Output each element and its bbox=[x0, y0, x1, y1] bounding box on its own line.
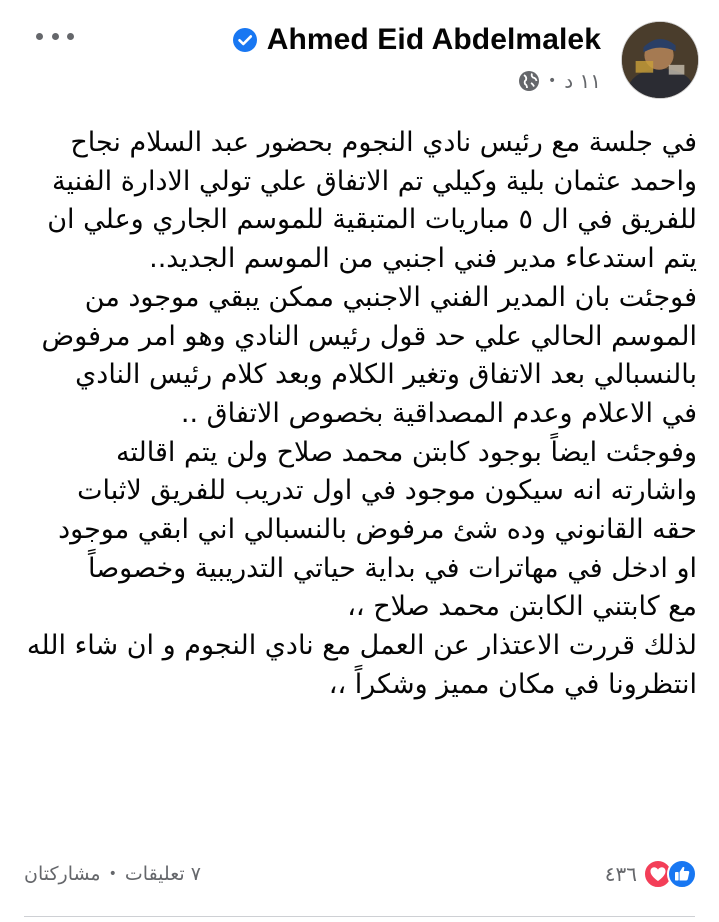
comments-count[interactable]: ٧ تعليقات bbox=[124, 863, 201, 885]
more-options-icon[interactable] bbox=[36, 24, 74, 48]
post-footer bbox=[0, 850, 719, 900]
post-text-line: او ادخل في مهاترات في بداية حياتي التدريبية وخصوصاً bbox=[87, 552, 697, 584]
like-reaction-icon bbox=[667, 859, 697, 889]
post-text-line: واحمد عثمان بلية وكيلي تم الاتفاق علي تولي الادارة الفنية bbox=[52, 165, 697, 197]
post-text-line: وفوجئت ايضاً بوجود كابتن محمد صلاح ولن يتم اقالته bbox=[115, 436, 697, 468]
avatar-photo-icon bbox=[622, 22, 698, 98]
meta-separator: • bbox=[547, 73, 557, 89]
post-text-line: واشارته انه سيكون موجود في اول تدريب للفريق لاثبات bbox=[77, 475, 697, 507]
post-stats bbox=[24, 858, 201, 890]
reaction-icons bbox=[643, 859, 697, 889]
post-timestamp[interactable]: ١١ د bbox=[564, 69, 601, 93]
globe-icon[interactable] bbox=[518, 70, 540, 92]
post-header bbox=[232, 18, 601, 62]
post-text-line: لذلك قررت الاعتذار عن العمل مع نادي النجوم و ان شاء الله bbox=[26, 630, 697, 662]
post-text-line: انتظرونا في مكان مميز وشكراً ،، bbox=[328, 668, 697, 700]
author-name[interactable]: Ahmed Eid Abdelmalek bbox=[266, 23, 601, 56]
stats-separator: • bbox=[108, 866, 117, 882]
post-text-line: بالنسبالي بعد الاتفاق وتغير الكلام وبعد كلام رئيس النادي bbox=[75, 359, 697, 391]
post-text-line: في جلسة مع رئيس نادي النجوم بحضور عبد السلام نجاح bbox=[70, 127, 697, 158]
footer-divider bbox=[24, 916, 695, 917]
reaction-count[interactable]: ٤٣٦ bbox=[604, 862, 637, 886]
post-text-line: فوجئت بان المدير الفني الاجنبي ممكن يبقي موجود من bbox=[84, 281, 697, 313]
post-body-text bbox=[28, 124, 697, 705]
reactions-summary[interactable] bbox=[605, 856, 697, 892]
verified-badge-icon bbox=[232, 27, 258, 53]
post-text-line: حقه القانوني وده شئ مرفوض بالنسبالي اني ابقي موجود bbox=[58, 514, 697, 546]
post-text-line: مع كابتني الكابتن محمد صلاح ،، bbox=[347, 591, 697, 623]
post-meta bbox=[518, 66, 601, 96]
post-text-line: يتم استدعاء مدير فني اجنبي من الموسم الجديد.. bbox=[149, 243, 697, 275]
post-text-line: في الاعلام وعدم المصداقية بخصوص الاتفاق .. bbox=[180, 397, 697, 429]
post-text-line: الموسم الحالي علي حد قول رئيس النادي وهو امر مرفوض bbox=[41, 320, 697, 352]
author-avatar[interactable] bbox=[621, 21, 699, 99]
shares-count[interactable]: مشاركتان bbox=[24, 863, 101, 885]
post-text-line: للفريق في ال ٥ مباريات المتبقية للموسم الجاري وعلي ان bbox=[47, 204, 697, 236]
